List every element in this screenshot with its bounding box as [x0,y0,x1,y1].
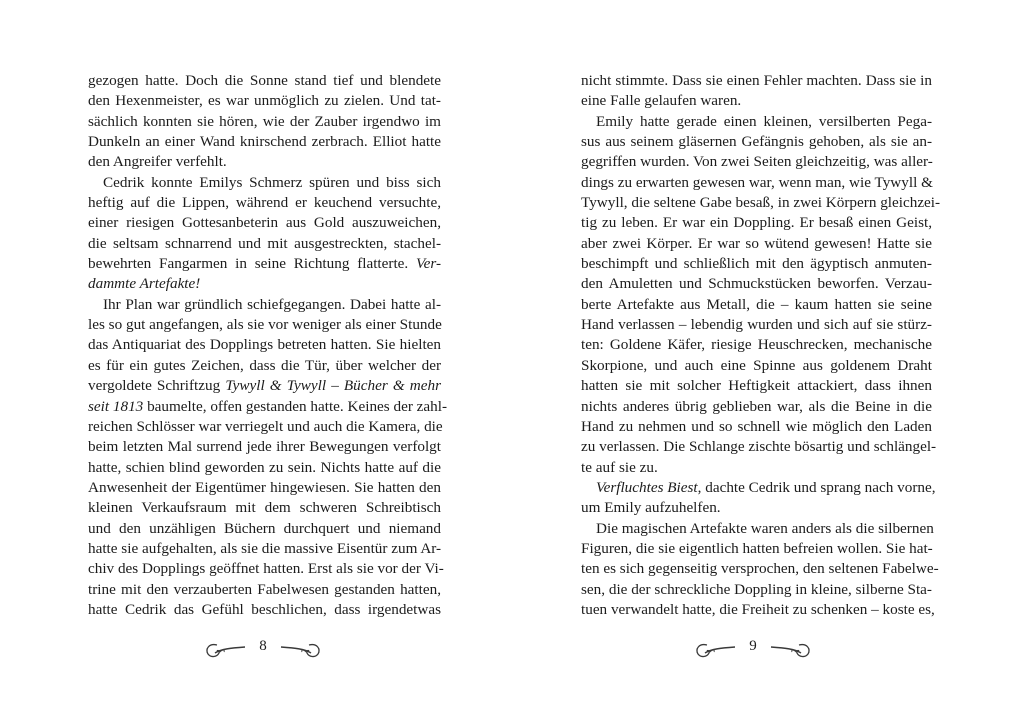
text-line: die seltsam schnarrend und mit ausgestreckten, stachel- [88,234,441,252]
text-line: Anwesenheit der Eigentümer hingewiesen. Sie hatten den [88,478,441,496]
text-line [88,274,441,294]
text-line: reichen Schlösser war verriegelt und auch die Kamera, die [88,417,443,435]
text-line: seit 1813 baumelte, offen gestanden hatte. Keines der zahl- [88,397,448,415]
text-line: den Hexenmeister, es war unmöglich zu zielen. Und tat- [88,92,441,110]
text-line: tuen verwandelt hatte, die Freiheit zu schenken – koste es, [581,600,935,618]
text-line: beim letzten Mal surrend jede ihrer Bewegungen verfolgt [88,438,441,456]
text-line: Ihr Plan war gründlich schiefgegangen. Dabei hatte al- [103,295,441,313]
text-line: zu verlassen. Die Schlange zischte bösartig und schlängel- [581,438,937,456]
text-line: den Angreifer verfehlt. [88,153,227,171]
text-line: Die magischen Artefakte waren anders als die silbernen [596,519,934,537]
text-line: berte Artefakte aus Metall, die – kaum hatten sie seine [581,295,932,313]
page-number: 9 [749,637,757,654]
text-line: les so gut angefangen, als sie vor weniger als einer Stunde [88,316,442,334]
right-page [510,0,1020,721]
text-line: eine Falle gelaufen waren. [581,92,742,110]
text-line: vergoldete Schriftzug Tywyll & Tywyll – Bücher & mehr [88,377,441,395]
text-line: Skorpione, und auch eine Spinne aus goldenem Draht [581,356,932,374]
text-line: tig zu leben. Er war ein Doppling. Er besaß einen Geist, [581,214,932,232]
text-line: gezogen hatte. Doch die Sonne stand tief und blendete [88,72,441,89]
text-line: Verfluchtes Biest, dachte Cedrik und sprang nach vorne, [596,478,936,496]
left-page-text [88,71,448,620]
flourish-right-icon [769,639,813,663]
italic-text: Ver- [416,255,441,273]
text-line: Hand verlassen – lebendig wurden und sich auf sie stürz- [581,316,932,334]
text-line: nicht stimmte. Dass sie einen Fehler machten. Dass sie in [581,72,932,89]
text-line: beschimpft und schließlich mit den ägyptisch anmuten- [581,255,932,273]
text-line: Figuren, die sie eigentlich hatten befreien wollen. Sie hat- [581,539,933,557]
italic-text: dammte Artefakte! [88,275,201,293]
text-line: hatte Cedrik das Gefühl beschlichen, dass irgendetwas [88,600,441,618]
text-line: hatten sie mit solcher Heftigkeit attackiert, dass ihnen [581,377,932,395]
italic-text: seit 1813 [88,397,144,415]
text-line: heftig auf die Lippen, während er keuchend versuchte, [88,194,441,212]
right-page-folio [688,636,818,666]
text-line: sächlich konnten sie hören, wie der Zauber irgendwo im [88,112,441,130]
flourish-left-icon [693,639,737,663]
text-line: und den unzähligen Büchern durchquert und niemand [88,519,441,537]
left-page-folio [198,636,328,666]
text-line: hatte, schien blind geworden zu sein. Nichts hatte auf die [88,458,441,476]
text-line: sen, die der schreckliche Doppling in kleine, silberne Sta- [581,580,932,598]
text-line: ten: Goldene Käfer, riesige Heuschrecken, mechanische [581,336,932,354]
flourish-right-icon [279,639,323,663]
text-line: dings zu erwarten gewesen war, wenn man, wie Tywyll & [581,173,933,191]
flourish-left-icon [203,639,247,663]
text-line: um Emily aufzuhelfen. [581,499,721,517]
text-line: te auf sie zu. [581,458,658,476]
text-line: sus aus seinem gläsernen Gefängnis gehoben, als sie an- [581,133,932,151]
text-line: Emily hatte gerade einen kleinen, versilberten Pega- [596,112,932,130]
text-line: den Amuletten und Schmuckstücken beworfen. Verzau- [581,275,932,293]
text-line: Tywyll, die seltene Gabe besaß, in zwei Körpern gleichzei- [581,194,941,212]
text-line: hatte sie aufgehalten, als sie die massive Eisentür zum Ar- [88,539,442,557]
italic-text: Tywyll & Tywyll – Bücher & mehr [225,377,441,395]
text-line: Cedrik konnte Emilys Schmerz spüren und biss sich [103,173,441,191]
text-line: es für ein gutes Zeichen, dass die Tür, über welcher der [88,356,441,374]
text-line: einer riesigen Gottesanbeterin aus Gold auszuweichen, [88,214,441,232]
italic-text: Verfluchtes Biest [596,478,698,496]
text-line: chiv des Dopplings geöffnet hatten. Erst als sie vor der Vi- [88,560,444,578]
text-line: das Antiquariat des Dopplings betreten hatten. Sie hielten [88,336,441,354]
right-page-text [581,71,941,620]
text-line: kleinen Verkaufsraum mit dem schweren Schreibtisch [88,499,441,517]
text-line: trine mit den verzauberten Fabelwesen gestanden hatten, [88,580,441,598]
text-line: Hand zu nehmen und so schnell wie möglich den Laden [581,417,932,435]
page-number: 8 [259,637,267,654]
text-line: nichts anderes übrig geblieben war, als die Beine in die [581,397,932,415]
text-line: Dunkeln an einer Wand knirschend zerbrach. Elliot hatte [88,133,441,151]
text-line: ten es sich gegenseitig versprochen, den seltenen Fabelwe- [581,560,939,578]
text-line: gegriffen wurden. Von zwei Seiten gleichzeitig, was aller- [581,153,933,171]
text-line: aber zwei Körper. Er war so wütend gewesen! Hatte sie [581,234,932,252]
text-line: bewehrten Fangarmen in seine Richtung flatterte. Ver- [88,255,441,273]
